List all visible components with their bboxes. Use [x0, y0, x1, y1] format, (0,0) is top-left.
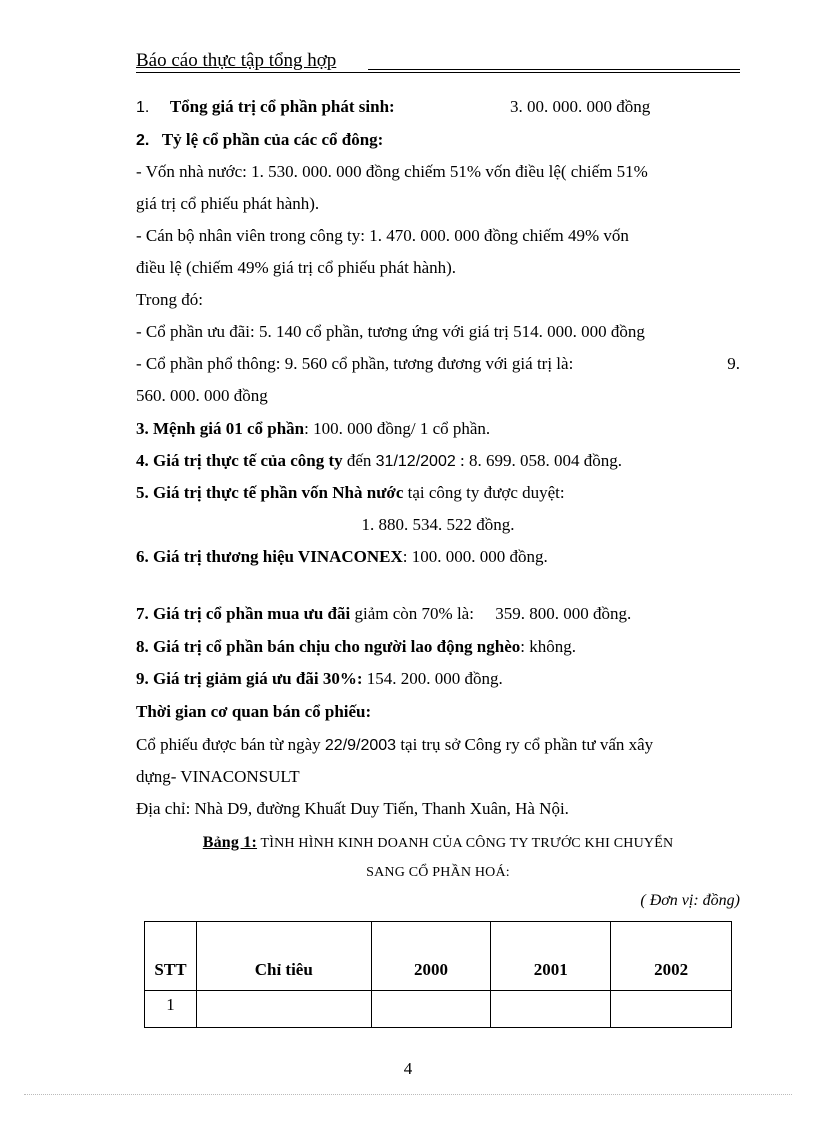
table-unit: ( Đơn vị: đồng) [640, 892, 740, 909]
page-number: 4 [403, 1059, 413, 1078]
address-line: Địa chỉ: Nhà D9, đường Khuất Duy Tiến, Thanh Xuân, Hà Nội. [136, 799, 569, 818]
item-3-value: : 100. 000 đồng/ 1 cổ phần. [304, 419, 491, 438]
item-1-label: Tổng giá trị cổ phần phát sinh: [169, 97, 395, 116]
item-1-number: 1. [136, 99, 150, 116]
preferred-shares-line: - Cổ phần ưu đãi: 5. 140 cổ phần, tương ứng với giá trị 514. 000. 000 đồng [136, 322, 645, 341]
table-header-stt: STT [145, 922, 197, 991]
item-6-value: : 100. 000. 000 đồng. [402, 547, 548, 566]
item-4 [136, 450, 740, 473]
sale-info-line-2: dựng- VINACONSULT [136, 767, 300, 786]
page-bottom-divider [24, 1094, 792, 1095]
item-5-rest: tại công ty được duyệt: [403, 483, 565, 502]
table-cell-2000 [371, 991, 491, 1028]
staff-capital-line-2: điều lệ (chiếm 49% giá trị cổ phiếu phát hành). [136, 258, 457, 277]
table-cell-stt: 1 [145, 991, 197, 1028]
table-header-2002: 2002 [611, 922, 732, 991]
state-capital-line-1: - Vốn nhà nước: 1. 530. 000. 000 đồng chiếm 51% vốn điều lệ( chiếm 51% [136, 162, 648, 181]
item-5-label: 5. Giá trị thực tế phần vốn Nhà nước [136, 483, 404, 502]
staff-capital-line-1: - Cán bộ nhân viên trong công ty: 1. 470. 000. 000 đồng chiếm 49% vốn [136, 226, 629, 245]
item-3-label: 3. Mệnh giá 01 cổ phần [136, 419, 305, 438]
table-caption-line-2: SANG CỔ PHẦN HOÁ: [366, 865, 510, 880]
item-7-mid: giảm còn 70% là: [350, 604, 474, 623]
item-5 [136, 482, 740, 504]
item-2-label: Tỷ lệ cổ phần của các cổ đông: [161, 130, 384, 149]
item-7-label: 7. Giá trị cổ phần mua ưu đãi [136, 604, 351, 623]
table-caption-title: TÌNH HÌNH KINH DOANH CỦA CÔNG TY TRƯỚC KHI CHUYỂN [257, 836, 674, 851]
item-9-label: 9. Giá trị giảm giá ưu đãi 30%: [136, 669, 363, 688]
item-3 [136, 418, 740, 440]
table-cell-2002 [611, 991, 732, 1028]
sale-date: 22/9/2003 [324, 737, 397, 754]
item-2 [136, 129, 740, 152]
sale-info-text-a: Cổ phiếu được bán từ ngày [136, 735, 325, 754]
table-header-2000: 2000 [371, 922, 491, 991]
table-header-chi-tieu: Chỉ tiêu [196, 922, 371, 991]
item-4-date: 31/12/2002 [375, 453, 456, 470]
table-cell-chi-tieu [196, 991, 371, 1028]
item-1-value: 3. 00. 000. 000 đồng [510, 97, 651, 116]
item-4-label: 4. Giá trị thực tế của công ty [136, 451, 343, 470]
table-header-2001: 2001 [491, 922, 611, 991]
business-table [144, 921, 732, 1028]
header-rule-upper [368, 69, 740, 70]
item-1 [136, 96, 740, 119]
table-caption-line-1 [136, 832, 740, 855]
common-shares-text: - Cổ phần phổ thông: 9. 560 cổ phần, tương đương với giá trị là: [136, 354, 574, 373]
item-8 [136, 636, 740, 658]
item-9-value: 154. 200. 000 đồng. [362, 669, 503, 688]
item-2-number: 2. [136, 132, 150, 149]
item-5-value: 1. 880. 534. 522 đồng. [361, 515, 515, 534]
table-header-row [145, 922, 732, 991]
common-shares-line-1 [136, 353, 740, 375]
trong-do-label: Trong đó: [136, 290, 203, 309]
report-title: Báo cáo thực tập tổng hợp [136, 50, 337, 71]
item-4-value: : 8. 699. 058. 004 đồng. [455, 451, 622, 470]
item-8-label: 8. Giá trị cổ phần bán chịu cho người lao động nghèo [136, 637, 521, 656]
sale-info-text-b: tại trụ sở Công ry cổ phần tư vấn xây [396, 735, 654, 754]
item-7-value: 359. 800. 000 đồng. [473, 604, 632, 623]
item-6 [136, 546, 740, 568]
common-shares-line-2: 560. 000. 000 đồng [136, 386, 268, 405]
common-shares-value-start: 9. [727, 354, 740, 373]
sale-period-heading: Thời gian cơ quan bán cổ phiếu: [136, 702, 372, 721]
header-rule-lower [136, 72, 740, 73]
table-caption-label: Bảng 1: [202, 834, 258, 851]
item-4-mid: đến [342, 451, 376, 470]
item-9 [136, 668, 740, 690]
item-6-label: 6. Giá trị thương hiệu VINACONEX [136, 547, 403, 566]
sale-info-line-1 [136, 734, 740, 757]
table-row [145, 991, 732, 1028]
item-7 [136, 603, 740, 625]
item-8-value: : không. [520, 637, 576, 656]
state-capital-line-2: giá trị cổ phiếu phát hành). [136, 194, 320, 213]
page-header [136, 50, 740, 74]
table-cell-2001 [491, 991, 611, 1028]
